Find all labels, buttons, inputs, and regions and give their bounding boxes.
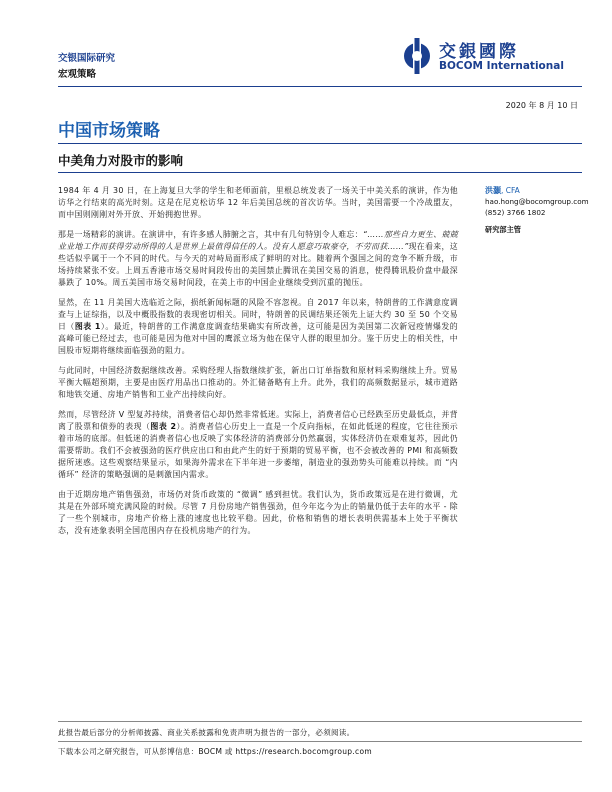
header-rule [58,86,582,87]
paragraph-3 [58,297,458,357]
figure-ref-1[interactable]: 图表 1 [74,322,101,331]
footer-disclaimer: 此报告最后部分的分析师披露、商业关系披露和免责声明为报告的一部分，必须阅读。 [58,728,355,737]
paragraph-2-intro: 那是一场精彩的演讲。在演讲中，有许多感人肺腑之言，其中有几句特别令人难忘： [58,230,363,239]
author-name: 洪灝 [485,186,501,195]
author-email[interactable]: hao.hong@bocomgroup.com [485,197,589,206]
footer-download[interactable]: 下载本公司之研究报告，可从彭博信息：BOCM 或 https://research.bocomgroup.com [58,747,372,756]
footer-rule-top [58,721,582,722]
report-body [58,185,458,545]
paragraph-5-part-a: 然而，尽管经济 V 型复苏持续，消费者信心却仍然非常低迷。实际上，消费者信心已经跌至历史最低点，并背离了股票和债券的表现（ [58,410,458,431]
page-subtitle: 中美角力对股市的影响 [58,153,184,168]
header-brand: 交银国际研究 [58,53,116,64]
reagan-quote: “……那些自力更生、兢兢业业地工作而获得劳动所得的人是世界上最值得信任的人。没有人愿意巧取豪夺，不劳而获……” [58,230,458,251]
author-credential: , CFA [501,186,520,195]
author-phone: (852) 3766 1802 [485,208,546,217]
title-rule [58,143,582,144]
author-name-line [485,185,585,196]
subtitle-rule [58,172,582,173]
paragraph-6: 由于近期房地产销售强劲，市场仍对货币政策的 “微调” 感到担忧。我们认为，货币政策远是在进行微调，尤其是在外部环境充满风险的时候。尽管 7 月份房地产销售强劲，但今年迄今为止的销量仍低于去年的水平 - 除了一些个别城市，房地产价格上涨的速度也比较平稳。因此，价格和销售的增长表明供需基本上处于平衡状态，没有迹象表明全国范围内存在投机房地产的行为。 [58,490,458,535]
paragraph-2 [58,229,458,289]
company-logo [400,36,575,78]
bocom-logo-icon [400,36,434,76]
author-block [485,185,589,235]
header-section: 宏观策略 [58,69,97,80]
paragraph-3-part-b: ）。最近，特朗普的工作满意度调查结果确实有所改善，这可能是因为美国第二次新冠疫情爆发的高峰可能已经过去，也可能是因为他对中国的鹰派立场为他在保守人群的眼里加分。鉴于历史上的相关性，中国股市短期将继续面临强劲的阻力。 [58,322,459,355]
paragraph-1: 1984 年 4 月 30 日，在上海复旦大学的学生和老师面前，里根总统发表了一场关于中美关系的演讲，作为他访华之行结束的高光时刻。这是在尼克松访华 12 年后美国总统的首次访华。当时，美国需要一个冷战盟友，而中国则刚刚对外开放、开始拥抱世界。 [58,186,458,219]
paragraph-5 [58,409,458,481]
report-date: 2020 年 8 月 10 日 [505,101,578,110]
paragraph-2-rest: 现在看来，这些话似乎属于一个不同的时代。与今天的对峙局面形成了鲜明的对比。随着两个强国之间的竞争不断升级，市场持续紧张不安。上周五香港市场交易时间段传出的美国禁止腾讯在美国交易的消息，使得腾讯股价盘中最深暴跌了 10%。周五美国市场交易时间段，在美上市的中国企业继续受到沉重的抛压。 [58,242,458,287]
author-role: 研究部主管 [485,225,521,234]
footer-rule-bottom [58,741,582,742]
paragraph-4: 与此同时，中国经济数据继续改善。采购经理人指数继续扩张，新出口订单指数和原材料采购继续上升。贸易平衡大幅超预期，主要是由医疗用品出口推动的。外汇储备略有上升。此外，我们的高频数据显示，城市道路和地铁交通、房地产销售和工业产出持续向好。 [58,366,458,399]
figure-ref-2[interactable]: 图表 2 [150,422,177,431]
paragraph-3-part-a: 显然，在 11 月美国大选临近之际，损纸新闻标题的风险不容忽视。自 2017 年以来，特朗普的工作满意度调查与上证综指，以及中概股指数的表现密切相关。同时，特朗普的民调结果还领先上证大约 30 至 50 个交易日（ [58,298,458,331]
logo-en-text: BOCOM International [439,60,564,72]
paragraph-5-part-b: ）。消费者信心历史上一直是一个反向指标，在如此低迷的程度，它往往预示着市场的底部。但低迷的消费者信心也反映了实体经济的消费部分仍然羸弱，实体经济仍在艰难复苏，因此仍需要帮助。我们不会被强劲的医疗供应出口和由此产生的好于预期的贸易平衡，也不会被改善的 PMI 和高频数据所迷惑。这些观察结果显示，如果海外需求在下半年进一步萎缩，制造业的强劲势头可能难以持续。而 “内循环” 经济的策略强调的是刺激国内需求。 [58,422,459,479]
page-title: 中国市场策略 [58,121,160,141]
logo-cn-text: 交銀國際 [439,42,519,62]
